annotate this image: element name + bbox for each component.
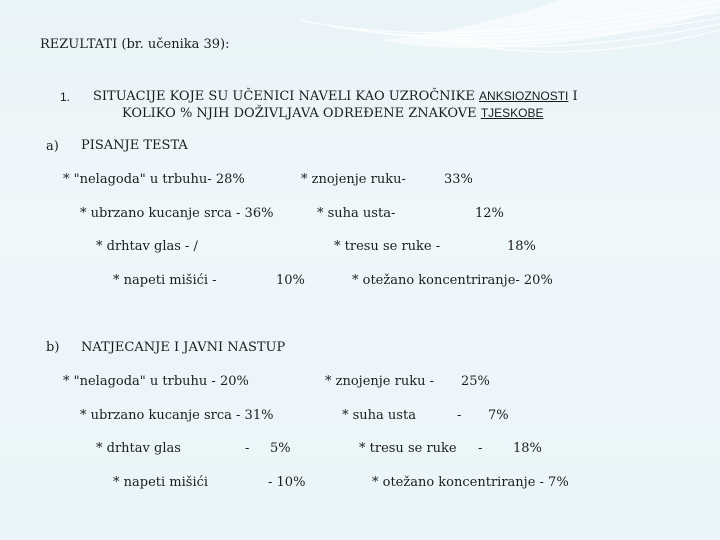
part-b-letter: b) <box>46 340 60 355</box>
a-usta-value: 12% <box>475 206 504 221</box>
a-tresu-value: 18% <box>507 239 536 254</box>
a-koncentracija-item: * otežano koncentriranje- 20% <box>352 273 553 288</box>
b-koncentracija-item: * otežano koncentriranje - 7% <box>372 475 569 490</box>
section-heading-emphasis-2: TJESKOBE <box>480 106 544 120</box>
section-heading-emphasis: ANKSIOZNOSTI <box>479 89 569 103</box>
b-znojenje-label: * znojenje ruku - <box>325 374 434 389</box>
b-tresu-dash: - <box>478 441 483 456</box>
section-heading-text: SITUACIJE KOJE SU UČENICI NAVELI KAO UZROČNIKE <box>93 89 475 104</box>
a-tresu-label: * tresu se ruke - <box>334 239 441 254</box>
page-title: REZULTATI (br. učenika 39): <box>40 37 230 52</box>
b-tresu-value: 18% <box>513 441 542 456</box>
section-number: 1. <box>60 90 71 104</box>
section-heading-line-1 <box>93 88 578 105</box>
b-usta-dash: - <box>457 408 462 423</box>
b-nelagoda-item: * "nelagoda" u trbuhu - 20% <box>63 374 249 389</box>
a-glas-item: * drhtav glas - / <box>96 239 198 254</box>
a-misici-value: 10% <box>276 273 305 288</box>
a-misici-label: * napeti mišići - <box>113 273 217 288</box>
b-misici-label: * napeti mišići <box>113 475 209 490</box>
a-znojenje-label: * znojenje ruku- <box>301 172 406 187</box>
part-a-heading: PISANJE TESTA <box>81 138 188 153</box>
b-glas-value: 5% <box>270 441 291 456</box>
b-znojenje-value: 25% <box>461 374 490 389</box>
b-usta-label: * suha usta <box>342 408 416 423</box>
b-usta-value: 7% <box>488 408 509 423</box>
b-srce-item: * ubrzano kucanje srca - 31% <box>80 408 274 423</box>
a-srce-item: * ubrzano kucanje srca - 36% <box>80 206 274 221</box>
a-nelagoda-item: * "nelagoda" u trbuhu- 28% <box>63 172 245 187</box>
a-znojenje-value: 33% <box>444 172 473 187</box>
b-glas-dash: - <box>245 441 250 456</box>
b-misici-value: - 10% <box>268 475 306 490</box>
section-heading-end: I <box>572 89 578 104</box>
a-usta-label: * suha usta- <box>317 206 396 221</box>
b-tresu-label: * tresu se ruke <box>359 441 457 456</box>
part-b-heading: NATJECANJE I JAVNI NASTUP <box>81 340 286 355</box>
section-heading-text-2: KOLIKO % NJIH DOŽIVLJAVA ODREĐENE ZNAKOVE <box>122 106 477 121</box>
b-glas-label: * drhtav glas <box>96 441 181 456</box>
section-heading-line-2 <box>122 105 544 122</box>
part-a-letter: a) <box>46 139 59 154</box>
